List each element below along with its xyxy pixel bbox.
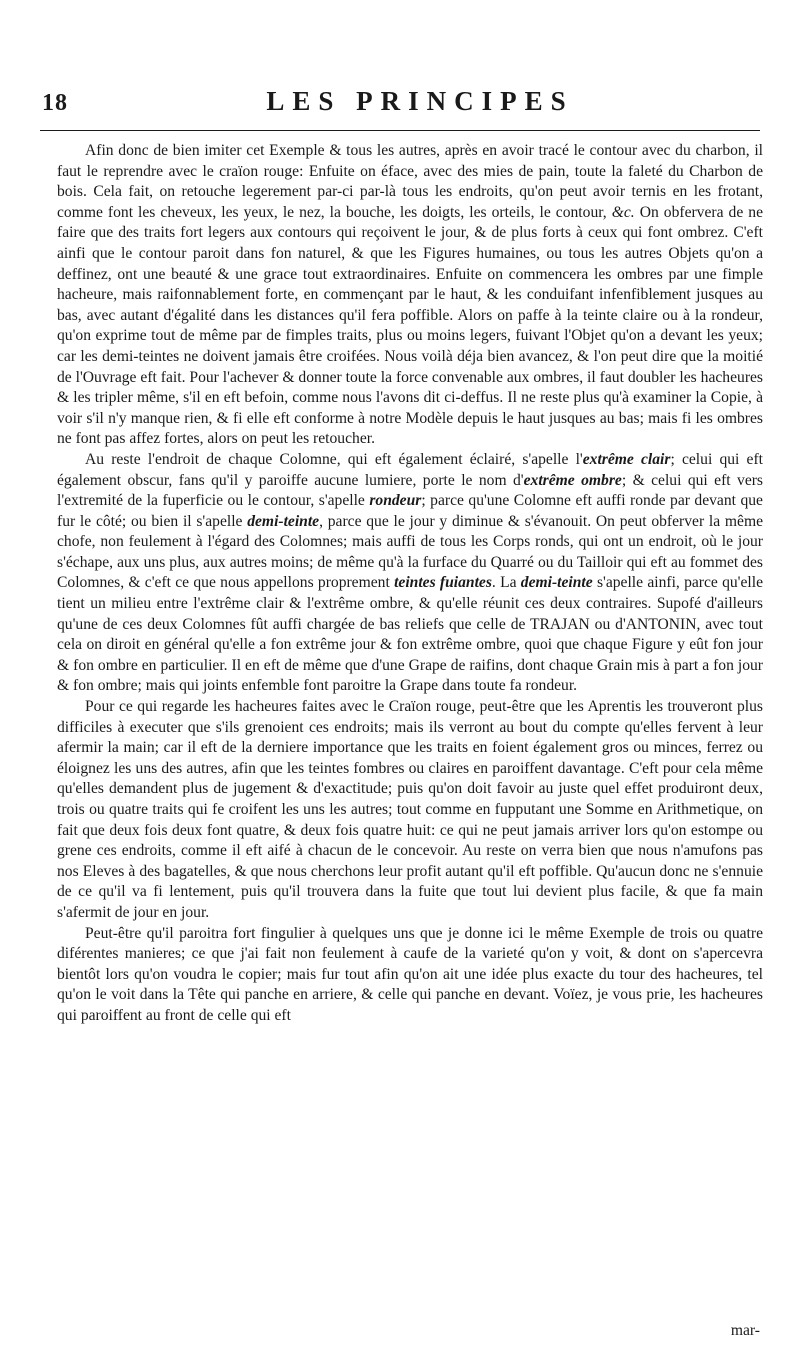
paragraph-text: , parce que le jour y diminue & s'évanouit. On peut obferver la même chofe, non feulement à l'égard des Colomnes; mais auffi de tous les Corps ronds, qui ont un endroit, où le jour s'échape, aux uns plus, aux autres moins; de même qu'à la furface du Quarré ou du Tailloir qui eft au fommet des Colomnes, & c'eft ce que nous appellons proprement xyxy=(57,512,763,592)
paragraph-text: . La xyxy=(491,574,521,592)
paragraph xyxy=(57,697,763,924)
page-number: 18 xyxy=(42,90,68,116)
running-title: LES PRINCIPES xyxy=(266,86,574,116)
defined-term: demi-teinte xyxy=(520,574,593,592)
body-text xyxy=(57,141,763,1027)
paragraph xyxy=(57,924,763,1027)
defined-term: rondeur xyxy=(369,492,422,510)
paragraph-text: Pour ce qui regarde les hacheures faites avec le Craïon rouge, peut-être que les Aprentis les trouveront plus difficiles à executer que s'ils grenoient ces endroits; mais ils verront au bout du compte qu'elles fervent à leur afermir la main; car il eft de la derniere importance que les traits en foient également gros ou minces, ferrez ou éloignez les uns des autres, afin que les teintes fombres ou claires en paroiffent davantage. C'eft pour cela même qu'elles demandent plus de jugement & d'exactitude; puis qu'on doit favoir au juste quel effet produiront deux, trois ou quatre traits qui fe croifent les uns les autres; tout comme en fupputant une Somme en Arithmetique, on fait que deux fois deux font quatre, & deux fois quatre huit: ce qui ne peut jamais arriver lors qu'on estompe ou grene ces endroits, comme il eft aifé à chacun de le concevoir. Au reste on verra bien que nous n'amufons pas nos Eleves à des bagatelles, & que nous cherchons leur profit autant qu'il eft poffible. Qu'aucun donc ne s'ennuie de ce qu'il va fi lentement, puis qu'il trouvera dans la fuite que tout lui devient plus facile, & que fa main s'afermit de jour en jour. xyxy=(57,698,763,921)
defined-term: extrême ombre xyxy=(523,471,622,489)
paragraph-text: &c. xyxy=(611,203,635,221)
paragraph-text: ; parce qu'une Colomne eft auffi ronde par devant que fur le côté; ou bien il s'apelle xyxy=(57,492,763,530)
paragraph-text: s'apelle ainfi, parce qu'elle tient un milieu entre l'extrême clair & l'extrême ombre, & qu'elle réunit ces deux contraires. Supofé d'ailleurs qu'une de ces deux Colomnes fût auffi chargée de bas reliefs que celle de TRAJAN ou d'ANTONIN, avec tout cela on diroit en général qu'elle a fon extrême jour & fon extrême ombre, quoi que chaque Figure y eût fon jour & fon ombre en particulier. Il en eft de même que d'une Grape de raifins, dont chaque Grain mis à part a fon jour & fon ombre; mais qui joints enfemble font paroitre la Grape dans toute fa rondeur. xyxy=(57,574,764,695)
paragraph-text: Au reste l'endroit de chaque Colomne, qui eft également éclairé, s'apelle l' xyxy=(85,450,583,468)
defined-term: demi-teinte xyxy=(247,512,320,530)
defined-term: extrême clair xyxy=(582,450,671,468)
paragraph-text: On obfervera de ne faire que des traits fort legers aux contours qui reçoivent le jour, & de plus forts à ceux qui font ombrez. C'eft ainfi que le contour paroit dans fon naturel, & que les Figures humaines, ou tous les autres Objets qu'on a deffinez, ont une beauté & une grace tout extraordinaires. Enfuite on commencera les ombres par une fimple hacheure, mais raifonnablement forte, en commençant par le haut, & les conduifant infenfiblement jusques au bas, avec autant d'égalité dans les distances qu'il fera poffible. Alors on paffe à la teinte claire ou à la rondeur, qu'on exprime tout de même par de fimples traits, plus ou moins legers, fuivant l'Objet qu'on a devant les yeux; car les demi-teintes ne doivent jamais être croifées. Nous voilà déja bien avancez, & l'on peut dire que la moitié de l'Ouvrage eft fait. Pour l'achever & donner toute la force convenable aux ombres, il faut doubler les hacheures & les tripler même, s'il en eft befoin, comme nous l'avons dit ci-deffus. Il ne reste plus qu'à examiner la Copie, à voir s'il n'y manque rien, & fi elle eft conforme à notre Modèle depuis le haut jusques au bas; mais fi les ombres ne font pas affez fortes, alors on peut les retoucher. xyxy=(57,203,763,448)
paragraph-text: Peut-être qu'il paroitra fort fingulier à quelques uns que je donne ici le même Exemple de trois ou quatre diférentes manieres; ce que j'ai fait non feulement à caufe de la varieté qu'on y voit, & dont on s'apercevra bientôt lors qu'on voudra le copier; mais fur tout afin qu'on ait une idée plus exacte du tour des hacheures, tel qu'on le voit dans la Tête qui panche en arriere, & celle qui panche en devant. Voïez, je vous prie, les hacheures qui paroiffent au front de celle qui eft xyxy=(57,924,763,1024)
paragraph-text: ; & celui qui eft vers l'extremité de la fuperficie ou le contour, s'apelle xyxy=(57,471,764,510)
paragraph-text: ; celui qui eft également obscur, fans qu'il y paroiffe aucune lumiere, porte le nom d' xyxy=(57,450,763,489)
catchword: mar- xyxy=(730,1322,760,1339)
paragraph xyxy=(57,141,763,450)
defined-term: teintes fuiantes xyxy=(394,574,492,592)
page-header xyxy=(40,86,760,131)
paragraph xyxy=(57,450,763,697)
paragraph-text: Afin donc de bien imiter cet Exemple & tous les autres, après en avoir tracé le contour avec du charbon, il faut le reprendre avec le craïon rouge: Enfuite on éface, avec des mies de pain, toute la faleté du Charbon de bois. Cela fait, on retouche legerement par-ci par-là tous les endroits, qu'on peut avoir ternis en les frotant, comme font les cheveux, les yeux, le nez, la bouche, les doigts, les orteils, le contour, xyxy=(57,142,763,221)
